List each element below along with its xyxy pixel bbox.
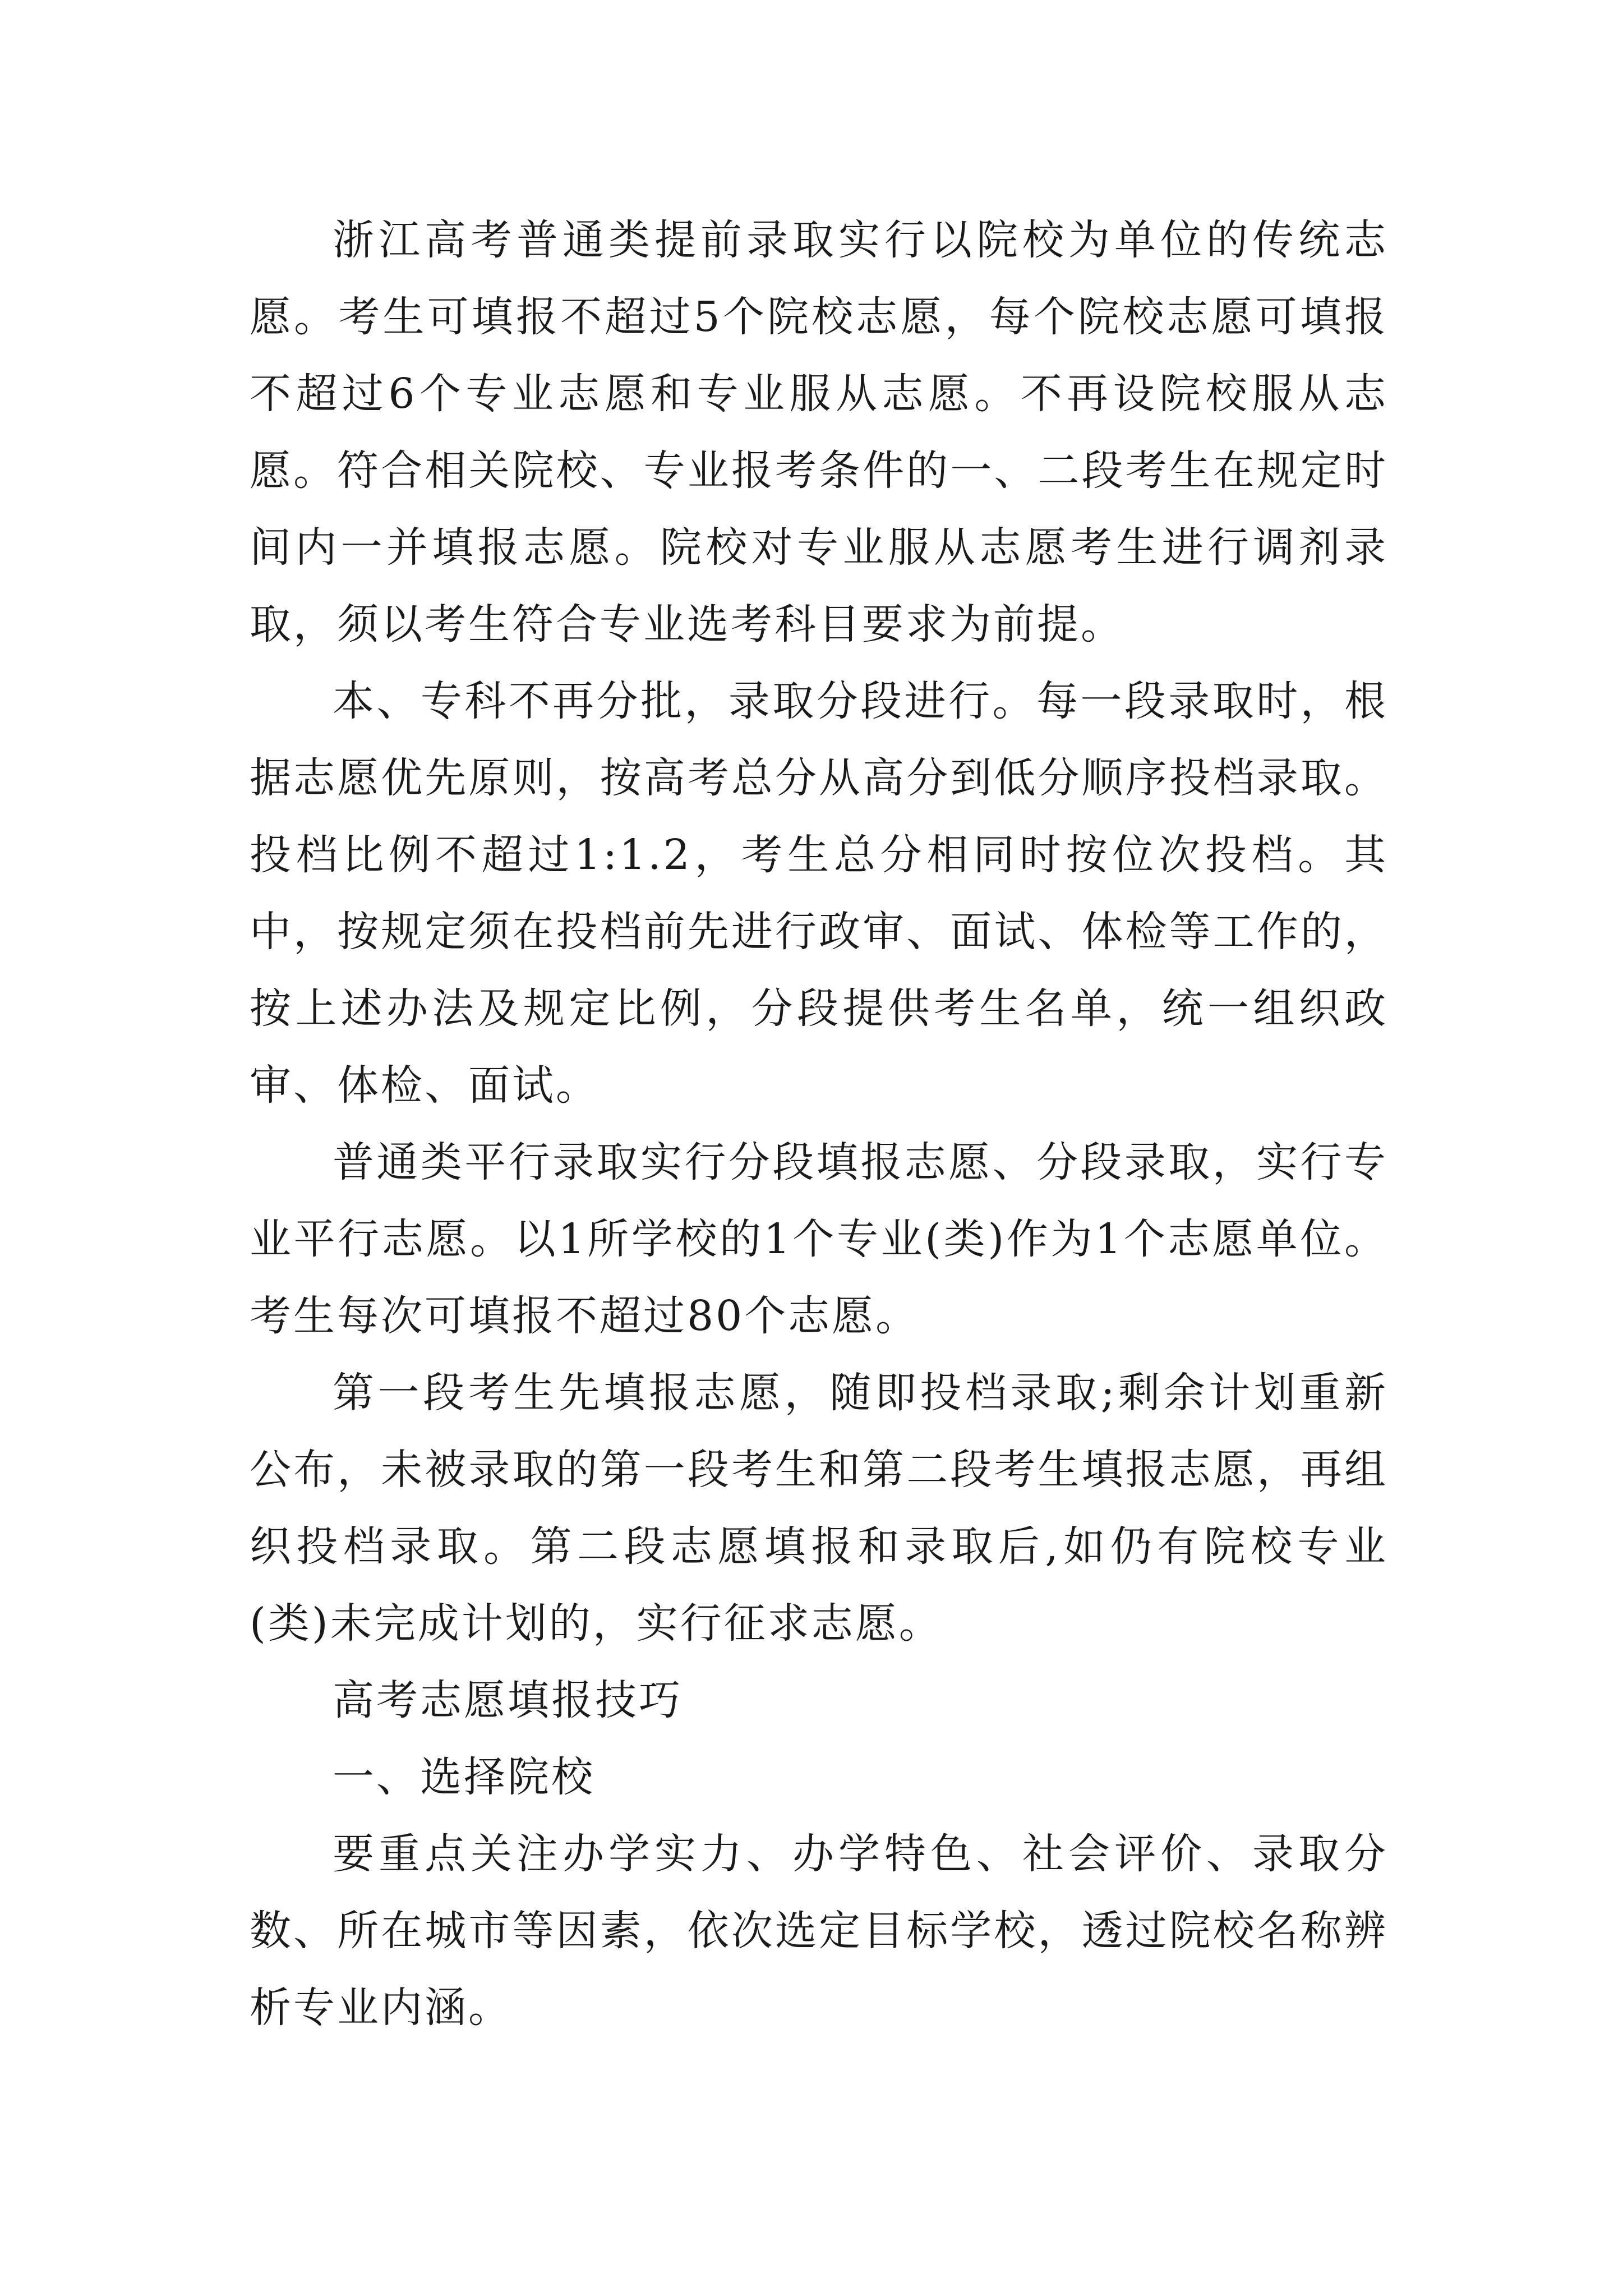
paragraph-parallel-admission: 普通类平行录取实行分段填报志愿、分段录取，实行专业平行志愿。以1所学校的1个专业(类)作为1个志愿单位。考生每次可填报不超过80个志愿。 <box>250 1138 1388 1340</box>
subsection-heading-choose-school: 一、选择院校 <box>333 1753 595 1801</box>
paragraph-second-segment: 第一段考生先填报志愿，随即投档录取;剩余计划重新公布，未被录取的第一段考生和第二段考生填报志愿，再组织投档录取。第二段志愿填报和录取后,如仍有院校专业(类)未完成计划的，实行征求志愿。 <box>250 1369 1388 1648</box>
document-body <box>250 202 1388 2046</box>
paragraph-choose-school: 要重点关注办学实力、办学特色、社会评价、录取分数、所在城市等因素，依次选定目标学校，透过院校名称辨析专业内涵。 <box>250 1830 1388 2032</box>
section-heading-tips: 高考志愿填报技巧 <box>333 1676 683 1724</box>
paragraph-early-admission: 浙江高考普通类提前录取实行以院校为单位的传统志愿。考生可填报不超过5个院校志愿，每个院校志愿可填报不超过6个专业志愿和专业服从志愿。不再设院校服从志愿。符合相关院校、专业报考条件的一、二段考生在规定时间内一并填报志愿。院校对专业服从志愿考生进行调剂录取，须以考生符合专业选考科目要求为前提。 <box>250 216 1388 648</box>
paragraph-segmented-admission: 本、专科不再分批，录取分段进行。每一段录取时，根据志愿优先原则，按高考总分从高分到低分顺序投档录取。投档比例不超过1:1.2，考生总分相同时按位次投档。其中，按规定须在投档前先进行政审、面试、体检等工作的，按上述办法及规定比例，分段提供考生名单，统一组织政审、体检、面试。 <box>250 677 1388 1110</box>
